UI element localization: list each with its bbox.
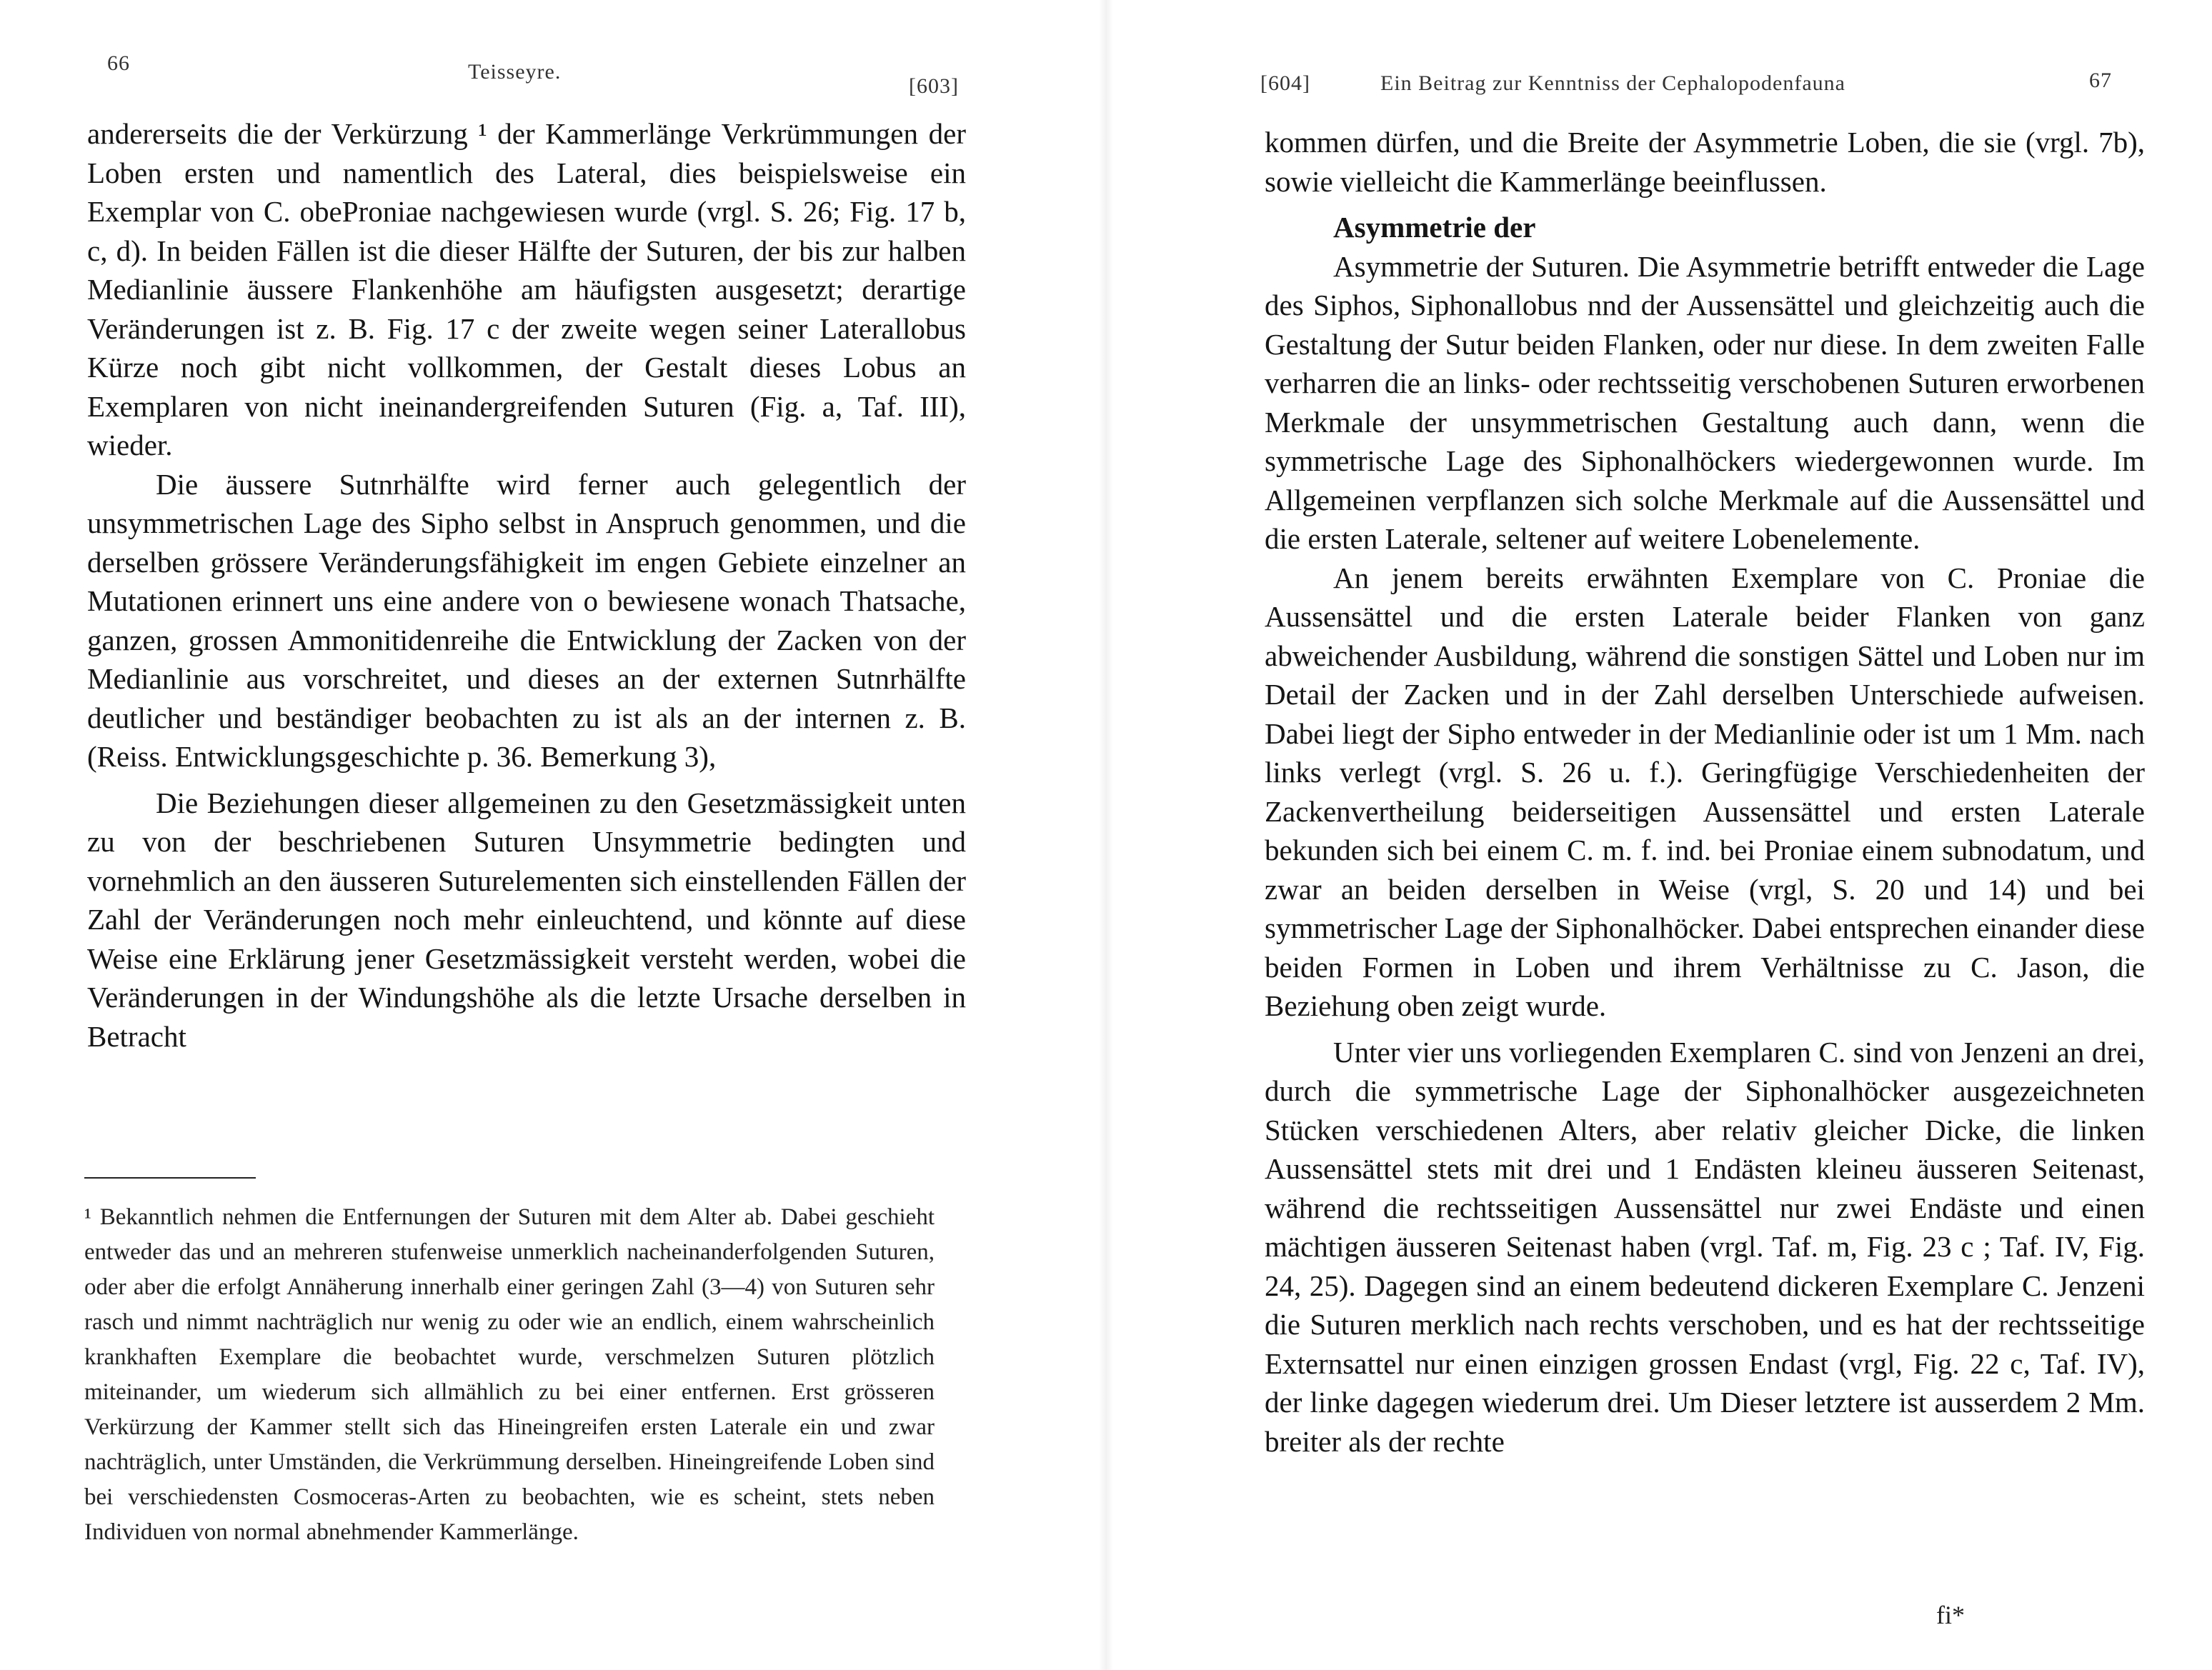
bracket-number-right: [604] [1260,71,1310,95]
page-number-right: 67 [2089,69,2112,92]
right-body-text [1265,123,2145,1461]
paragraph: Die Beziehungen dieser allgemeinen zu den Gesetzmässigkeit unten zu von der beschriebenen Suturen Unsymmetrie bedingten und vornehmlich an den äusseren Suturelementen sich einstellenden Fällen der Zahl der Veränderungen noch mehr einleuchtend, und könnte auf diese Weise eine Erklärung jener Gesetzmässigkeit versteht werden, wobei die Veränderungen in der Windungshöhe als die letzte Ursache derselben in Betracht [87,786,966,1053]
right-page [1106,0,2212,1670]
paragraph: Asymmetrie der Suturen. Die Asymmetrie betrifft entweder die Lage des Siphos, Siphonallobus nnd der Aussensättel und gleichzeitig auch die Gestaltung der Sutur beiden Flanken, oder nur diese. In dem zweiten Falle verharren die an links- oder rechtsseitig verschobenen Suturen erworbenen Merkmale der unsymmetrischen Gestaltung auch dann, wenn die symmetrische Lage des Siphonalhöckers wiedergewonnen wurde. Im Allgemeinen verpflanzen sich solche Merkmale auf die Aussensättel und die ersten Laterale, seltener auf weitere Lobenelemente. [1265,249,2145,555]
paragraph: andererseits die der Verkürzung ¹ der Kammerlänge Verkrümmungen der Loben ersten und namentlich des Lateral, dies beispielsweise ein Exemplar von C. obeProniae nachgewiesen wurde (vrgl. S. 26; Fig. 17 b, c, d). In beiden Fällen ist die dieser Hälfte der Suturen, der bis zur halben Medianlinie äussere Flankenhöhe am häufigsten ausgesetzt; derartige Veränderungen ist z. B. Fig. 17 c der zweite wegen seiner Laterallobus Kürze noch gibt nicht vollkommen, der Gestalt dieses Lobus an Exemplaren von nicht ineinandergreifenden Suturen (Fig. a, Taf. III), wieder. [87,117,966,461]
page-number-left: 66 [107,51,130,75]
paragraph: Unter vier uns vorliegenden Exemplaren C. sind von Jenzeni an drei, durch die symmetrische Lage der Siphonalhöcker ausgezeichneten Stücken verschiedenen Alters, aber relativ gleicher Dicke, die linken Aussensättel stets mit drei und 1 Endästen kleineu äusseren Seitenast, während die rechtsseitigen Aussensättel nur zwei Endäste und einen mächtigen äusseren Seitenast haben (vrgl. Taf. m, Fig. 23 c ; Taf. IV, Fig. 24, 25). Dagegen sind an einem bedeutend dickeren Exemplare C. Jenzeni die Suturen merklich nach rechts verschoben, und es hat der rechtsseitige Externsattel nur einen einzigen grossen Endast (vrgl, Fig. 22 c, Taf. IV), der linke dagegen wiederum drei. Um Dieser letztere ist ausserdem 2 Mm. breiter als der rechte [1265,1035,2145,1458]
paragraph: kommen dürfen, und die Breite der Asymmetrie Loben, die sie (vrgl. 7b), sowie vielleicht die Kammerlänge beeinflussen. [1265,126,2145,198]
section-heading: Asymmetrie der [1333,211,1536,244]
footnote-rule [84,1177,256,1179]
bracket-number-left: [603] [909,74,959,98]
paragraph: An jenem bereits erwähnten Exemplare von C. Proniae die Aussensättel und die ersten Laterale beider Flanken von ganz abweichender Ausbildung, während die sonstigen Sättel und Loben nur im Detail der Zacken und in der Zahl derselben Unterschiede aufweisen. Dabei liegt der Sipho entweder in der Medianlinie oder ist um 1 Mm. nach links verlegt (vrgl. S. 26 u. f.). Geringfügige Verschiedenheiten der Zackenvertheilung beiderseitigen Aussensättel und ersten Laterale bekunden sich bei einem C. m. f. ind. bei Proniae einem subnodatum, und zwar an beiden derselben in Weise (vrgl, S. 20 und 14) und bei symmetrischer Lage der Siphonalhöcker. Dabei entsprechen einander diese beiden Formen in Loben und ihrem Verhältnisse zu C. Jason, die Beziehung oben zeigt wurde. [1265,561,2145,1022]
paragraph: Die äussere Sutnrhälfte wird ferner auch gelegentlich der unsymmetrischen Lage des Sipho selbst in Anspruch genommen, und die derselben grössere Veränderungsfähigkeit im engen Gebiete einzelner an Mutationen erinnert uns eine andere von o bewiesene wonach Thatsache, ganzen, grossen Ammonitidenreihe die Entwicklung der Zacken von der Medianlinie aus vorschreitet, und dieses an der externen Sutnrhälfte deutlicher und beständiger beobachten zu ist als an der internen z. B. (Reiss. Entwicklungsgeschichte p. 36. Bemerkung 3), [87,467,966,773]
signature-mark: fi* [1936,1601,1965,1629]
footnote: ¹ Bekanntlich nehmen die Entfernungen der Suturen mit dem Alter ab. Dabei geschieht entweder das und an mehreren stufenweise unmerklich nacheinanderfolgenden Suturen, oder aber die erfolgt Annäherung innerhalb einer geringen Zahl (3—4) von Suturen sehr rasch und nimmt nachträglich nur wenig zu oder wie an endlich, einem wahrscheinlich krankhaften Exemplare die beobachtet wurde, verschmelzen Suturen plötzlich miteinander, um wiederum sich allmählich zu bei einer entfernen. Erst grösseren Verkürzung der Kammer stellt sich das Hineingreifen ersten Laterale ein und zwar nachträglich, unter Umständen, die Verkrümmung derselben. Hineingreifende Loben sind bei verschiedensten Cosmoceras-Arten zu beobachten, wie es scheint, stets neben Individuen von normal abnehmender Kammerlänge. [84,1204,935,1545]
running-head-left: Teisseyre. [468,60,562,84]
running-head-right: Ein Beitrag zur Kenntniss der Cephalopodenfauna [1380,71,1845,95]
left-body-text [87,114,966,1056]
